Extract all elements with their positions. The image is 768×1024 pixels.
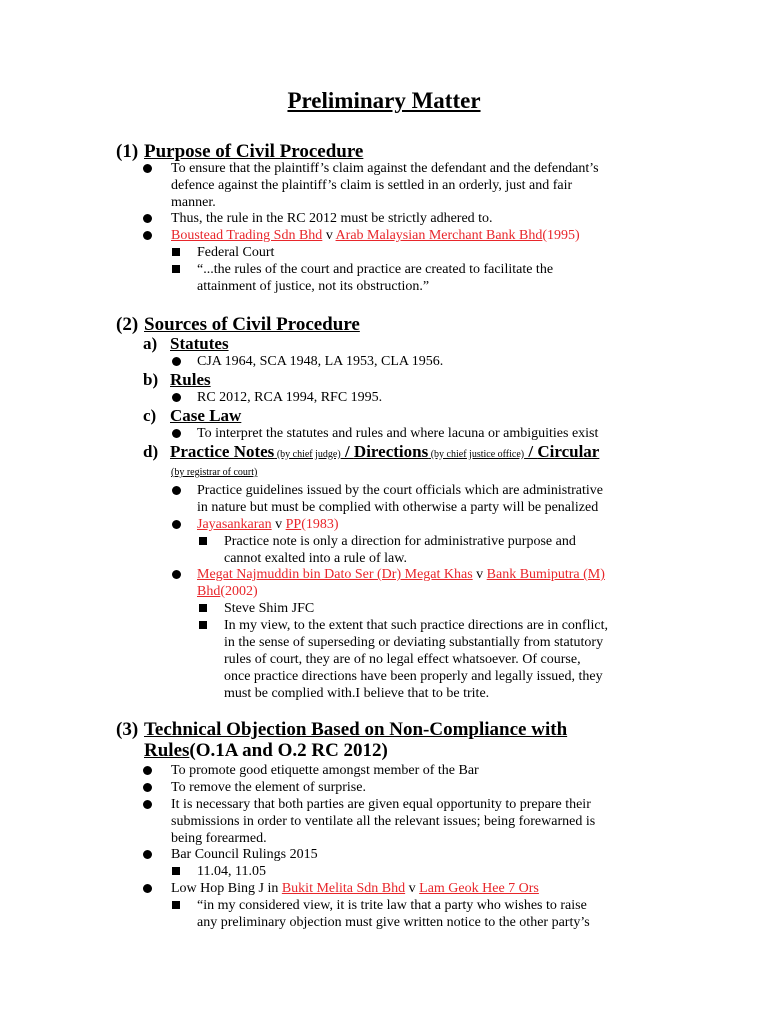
text-line: Federal Court [197,245,275,260]
text-line: Practice note is only a direction for administrative purpose and [224,534,576,549]
text-line: Practice guidelines issued by the court officials which are administrative [197,483,604,498]
bullet-dot [143,884,152,893]
case-party-link[interactable]: Megat Najmuddin bin Dato Ser (Dr) Megat Khas [197,567,473,582]
bullet-square [172,867,180,875]
section-number: (3) [116,719,139,740]
bullet-dot [143,164,152,173]
text-line: Thus, the rule in the RC 2012 must be strictly adhered to. [171,211,493,226]
text-line: in the sense of superseding or deviating substantially from statutory [224,635,604,650]
case-citation-cont: Bhd(2002) [197,584,258,599]
text-line: manner. [171,195,216,210]
text-line: To interpret the statutes and rules and where lacuna or ambiguities exist [197,426,599,441]
text-line: submissions in order to ventilate all the relevant issues; being forewarned is [171,814,596,829]
bullet-dot [172,357,181,366]
text-line: rules of court, they are of no legal effect whatsoever. Of course, [224,652,581,667]
section-title: Technical Objection Based on Non-Compliance with [144,719,568,740]
text-line: once practice directions have been properly and legally issued, they [224,669,603,684]
bullet-dot [172,429,181,438]
case-party-link[interactable]: Bank Bumiputra (M) [486,567,605,582]
case-citation: Boustead Trading Sdn Bhd v Arab Malaysian Merchant Bank Bhd(1995) [171,228,580,243]
text-line: Steve Shim JFC [224,601,315,616]
bullet-square [199,604,207,612]
text-line: 11.04, 11.05 [197,864,266,879]
text-line: To remove the element of surprise. [171,780,366,795]
text-line: To ensure that the plaintiff’s claim against the defendant and the defendant’s [171,161,599,176]
case-citation: Megat Najmuddin bin Dato Ser (Dr) Megat Khas v Bank Bumiputra (M) [197,567,605,582]
case-party-link[interactable]: Bukit Melita Sdn Bhd [281,881,406,896]
section-title-cont: Rules(O.1A and O.2 RC 2012) [144,740,388,761]
bullet-dot [172,570,181,579]
bullet-square [172,901,180,909]
document-title: Preliminary Matter [287,88,481,113]
bullet-square [199,537,207,545]
bullet-dot [143,214,152,223]
section-number: (2) [116,314,139,335]
case-party-link[interactable]: PP [285,517,302,532]
section-title: Sources of Civil Procedure [144,314,360,335]
text-line: It is necessary that both parties are given equal opportunity to prepare their [171,797,591,812]
text-line: cannot exalted into a rule of law. [224,551,407,566]
text-line: “...the rules of the court and practice are created to facilitate the [197,262,554,277]
case-party-link[interactable]: Lam Geok Hee 7 Ors [419,881,539,896]
section-number: (1) [116,141,139,162]
case-party-link[interactable]: Jayasankaran [197,517,272,532]
case-party-link[interactable]: Bhd [197,584,221,599]
text-line: Bar Council Rulings 2015 [171,847,318,862]
text-line: must be complied with.I believe that to be trite. [224,686,490,701]
subsection-note: (by registrar of court) [171,467,258,478]
text-line: To promote good etiquette amongst member of the Bar [171,763,479,778]
text-line: “in my considered view, it is trite law that a party who wishes to raise [197,898,587,913]
text-line: any preliminary objection must give written notice to the other party’s [197,915,590,930]
text-line: CJA 1964, SCA 1948, LA 1953, CLA 1956. [197,354,444,369]
text-line: RC 2012, RCA 1994, RFC 1995. [197,390,383,405]
text-line: In my view, to the extent that such practice directions are in conflict, [224,618,608,633]
bullet-square [199,621,207,629]
bullet-dot [143,783,152,792]
text-line: attainment of justice, not its obstruction.” [197,279,430,294]
case-party-link[interactable]: Arab Malaysian Merchant Bank Bhd [335,228,543,243]
document-page: Preliminary Matter (1) Purpose of Civil Procedure To ensure that the plaintiff’s claim against the defendant and the defendant’s defence against the plaintiff’s claim is settled in an orderly, just and fair manner. Thus, the rule in the RC 2012 must be strictly adhered to. Boustead Trading Sdn Bhd v Arab Malaysian Merchant Bank Bhd(1995) Federal Court “...the rules of the court and practice are created to facilitate the attainment of justice, not its obstruction.” (2) Sources of Civil Procedure a) Statutes CJA 1964, SCA 1948, LA 1953, CLA 1956. b) Rules RC 2012, RCA 1994, RFC 1995. c) Case Law To interpret the statutes and rules and where lacuna or ambiguities exist d) Practice Notes (by chief judge) / Directions (by chief justice office) / Circular (by registrar of court) Practice guidelines issued by the court officials which are administrative in nature but must be complied with otherwise a party will be penalized Jayasankaran v PP(1983) Practice note is only a direction for administrative purpose and cannot exalted into a rule of law. Megat Najmuddin bin Dato Ser (Dr) Megat Khas v Bank Bumiputra (M) Bhd(2002) Steve Shim JFC In my view, to the extent that such practice directions are in conflict, in the sense of superseding or deviating substantially from statutory rules of court, they are of no legal effect whatsoever. Of course, once practice directions have been properly and legally issued, they must be complied with.I believe that to be trite. (3) Technical Objection Based on Non-Compliance with Rules(O.1A and O.2 RC 2012) To promote good etiquette amongst member of the Bar To remove the element of surprise. It is necessary that both parties are given equal opportunity to prepare their submissions in order to ventilate all the relevant issues; being forewarned is being forearmed. Bar Council Rulings 2015 11.04, 11.05 Low Hop Bing J in Bukit Melita Sdn Bhd v Lam Geok Hee 7 Ors “in my considered view, it is trite law that a party who wishes to raise any preliminary objection must give written notice to the other party’s [0,0,768,1024]
bullet-square [172,265,180,273]
bullet-dot [172,486,181,495]
bullet-square [172,248,180,256]
bullet-dot [143,800,152,809]
bullet-dot [143,766,152,775]
text-line: defence against the plaintiff’s claim is settled in an orderly, just and fair [171,178,573,193]
case-party-link[interactable]: Boustead Trading Sdn Bhd [171,228,323,243]
section-title: Purpose of Civil Procedure [144,141,364,162]
text-line: in nature but must be complied with otherwise a party will be penalized [197,500,599,515]
bullet-dot [172,393,181,402]
text-line: being forearmed. [171,831,267,846]
bullet-dot [143,231,152,240]
case-citation: Jayasankaran v PP(1983) [197,517,339,532]
case-citation: Low Hop Bing J in Bukit Melita Sdn Bhd v Lam Geok Hee 7 Ors [171,881,539,896]
bullet-dot [172,520,181,529]
bullet-dot [143,850,152,859]
